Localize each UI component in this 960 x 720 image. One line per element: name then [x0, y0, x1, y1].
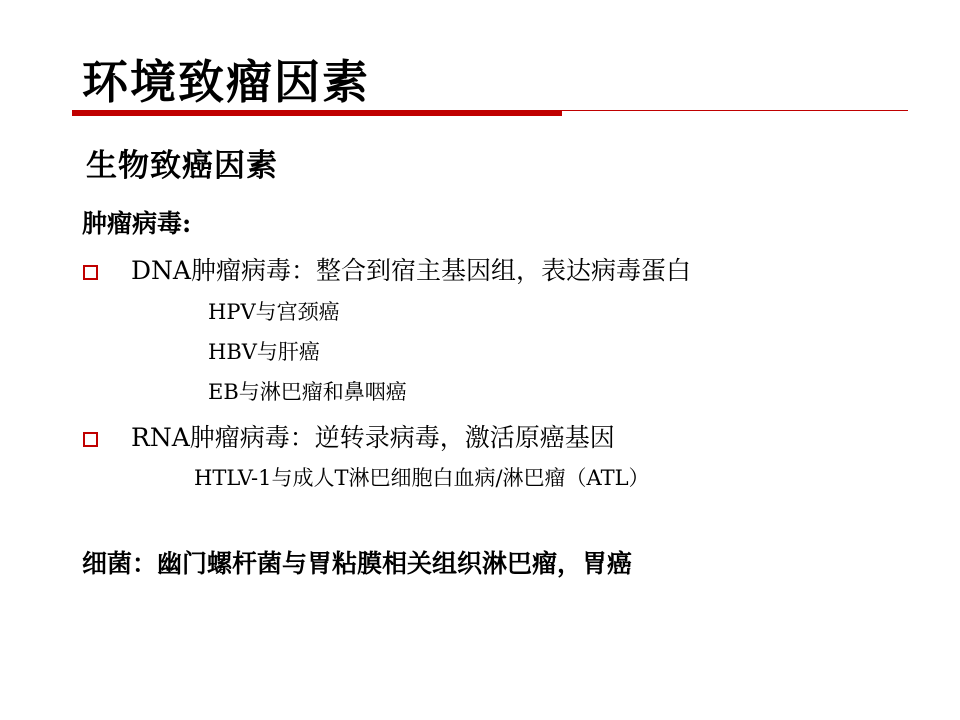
slide-title: 环境致瘤因素: [82, 55, 370, 109]
bacteria-line: 细菌：幽门螺杆菌与胃粘膜相关组织淋巴瘤，胃癌: [82, 549, 633, 578]
title-accent-bar: [72, 110, 562, 116]
dna-virus-example-hpv: HPV与宫颈癌: [208, 300, 340, 324]
dna-virus-text: DNA肿瘤病毒：整合到宿主基因组，表达病毒蛋白: [131, 256, 691, 285]
rna-virus-text: RNA肿瘤病毒：逆转录病毒，激活原癌基因: [131, 423, 615, 452]
section-subtitle: 生物致癌因素: [86, 148, 278, 184]
dna-virus-example-eb: EB与淋巴瘤和鼻咽癌: [208, 380, 407, 404]
oncovirus-heading: 肿瘤病毒:: [82, 209, 192, 238]
rna-virus-example-htlv: HTLV-1与成人T淋巴细胞白血病/淋巴瘤（ATL）: [194, 466, 650, 490]
square-bullet-icon: [83, 265, 98, 280]
square-bullet-icon: [83, 432, 98, 447]
dna-virus-example-hbv: HBV与肝癌: [208, 340, 320, 364]
